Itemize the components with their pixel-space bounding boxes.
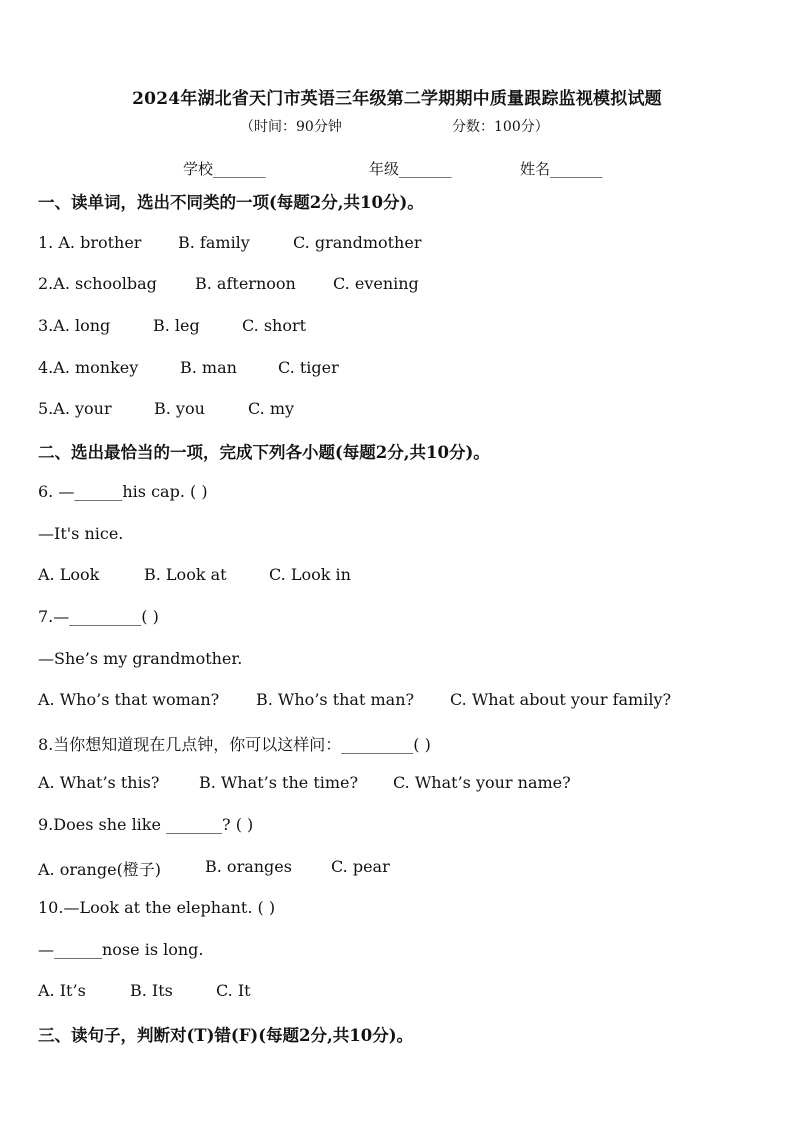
- page-title: 2024年湖北省天门市英语三年级第二学期期中质量跟踪监视模拟试题: [132, 89, 662, 109]
- q6-option-c: C. Look in: [269, 565, 351, 584]
- q4-option-a: 4.A. monkey: [38, 358, 139, 377]
- name-field: 姓名_______: [520, 160, 603, 178]
- q9-option-b: B. oranges: [205, 857, 292, 876]
- question-3: [38, 316, 307, 335]
- q9-option-a: A. orange(橙子): [38, 860, 162, 879]
- q10-option-a: A. It’s: [38, 981, 86, 1000]
- q3-option-a: 3.A. long: [38, 316, 111, 335]
- q8-option-b: B. What’s the time?: [199, 773, 359, 792]
- q1-option-a: 1. A. brother: [38, 233, 142, 252]
- section2-heading: 二、选出最恰当的一项，完成下列各小题(每题2分,共10分)。: [38, 443, 490, 462]
- q5-option-c: C. my: [248, 399, 295, 418]
- question-7-options: [38, 690, 672, 709]
- exam-score: 分数：100分）: [452, 119, 549, 135]
- question-4: [38, 358, 339, 377]
- q5-option-b: B. you: [154, 399, 205, 418]
- q3-option-b: B. leg: [153, 316, 200, 335]
- question-10-stem: 10.—Look at the elephant. ( ): [38, 898, 276, 917]
- question-8-stem: 8.当你想知道现在几点钟，你可以这样问：_________( ): [38, 735, 431, 754]
- section3-heading: 三、读句子，判断对(T)错(F)(每题2分,共10分)。: [38, 1026, 414, 1045]
- question-10-reply: —______nose is long.: [38, 940, 204, 959]
- q8-option-c: C. What’s your name?: [393, 773, 571, 792]
- question-6-reply: —It's nice.: [38, 524, 124, 543]
- q7-option-b: B. Who’s that man?: [256, 690, 415, 709]
- section1-heading: 一、读单词，选出不同类的一项(每题2分,共10分)。: [38, 193, 424, 212]
- q9-option-c: C. pear: [331, 857, 390, 876]
- question-9-stem: 9.Does she like _______? ( ): [38, 815, 254, 834]
- q7-option-a: A. Who’s that woman?: [38, 690, 220, 709]
- grade-field: 年级_______: [369, 160, 452, 178]
- question-7-reply: —She’s my grandmother.: [38, 649, 243, 668]
- q4-option-c: C. tiger: [278, 358, 339, 377]
- q2-option-a: 2.A. schoolbag: [38, 274, 157, 293]
- q3-option-c: C. short: [242, 316, 307, 335]
- question-1: [38, 233, 422, 252]
- q10-option-b: B. Its: [130, 981, 173, 1000]
- school-field: 学校_______: [183, 160, 266, 178]
- exam-time: （时间：90分钟: [240, 119, 342, 135]
- question-6-options: [38, 565, 351, 584]
- q1-option-b: B. family: [178, 233, 250, 252]
- question-9-options: [38, 857, 390, 880]
- question-6-stem: 6. —______his cap. ( ): [38, 482, 208, 501]
- q5-option-a: 5.A. your: [38, 399, 112, 418]
- q6-option-a: A. Look: [38, 565, 100, 584]
- question-10-options: [38, 981, 251, 1000]
- question-2: [38, 274, 419, 293]
- q10-option-c: C. It: [216, 981, 251, 1000]
- q4-option-b: B. man: [180, 358, 237, 377]
- question-5: [38, 399, 295, 418]
- q1-option-c: C. grandmother: [293, 233, 422, 252]
- question-8-options: [38, 773, 571, 792]
- q8-option-a: A. What’s this?: [38, 773, 160, 792]
- q2-option-b: B. afternoon: [195, 274, 296, 293]
- q6-option-b: B. Look at: [144, 565, 227, 584]
- question-7-stem: 7.—_________( ): [38, 607, 159, 626]
- q2-option-c: C. evening: [333, 274, 419, 293]
- q7-option-c: C. What about your family?: [450, 690, 672, 709]
